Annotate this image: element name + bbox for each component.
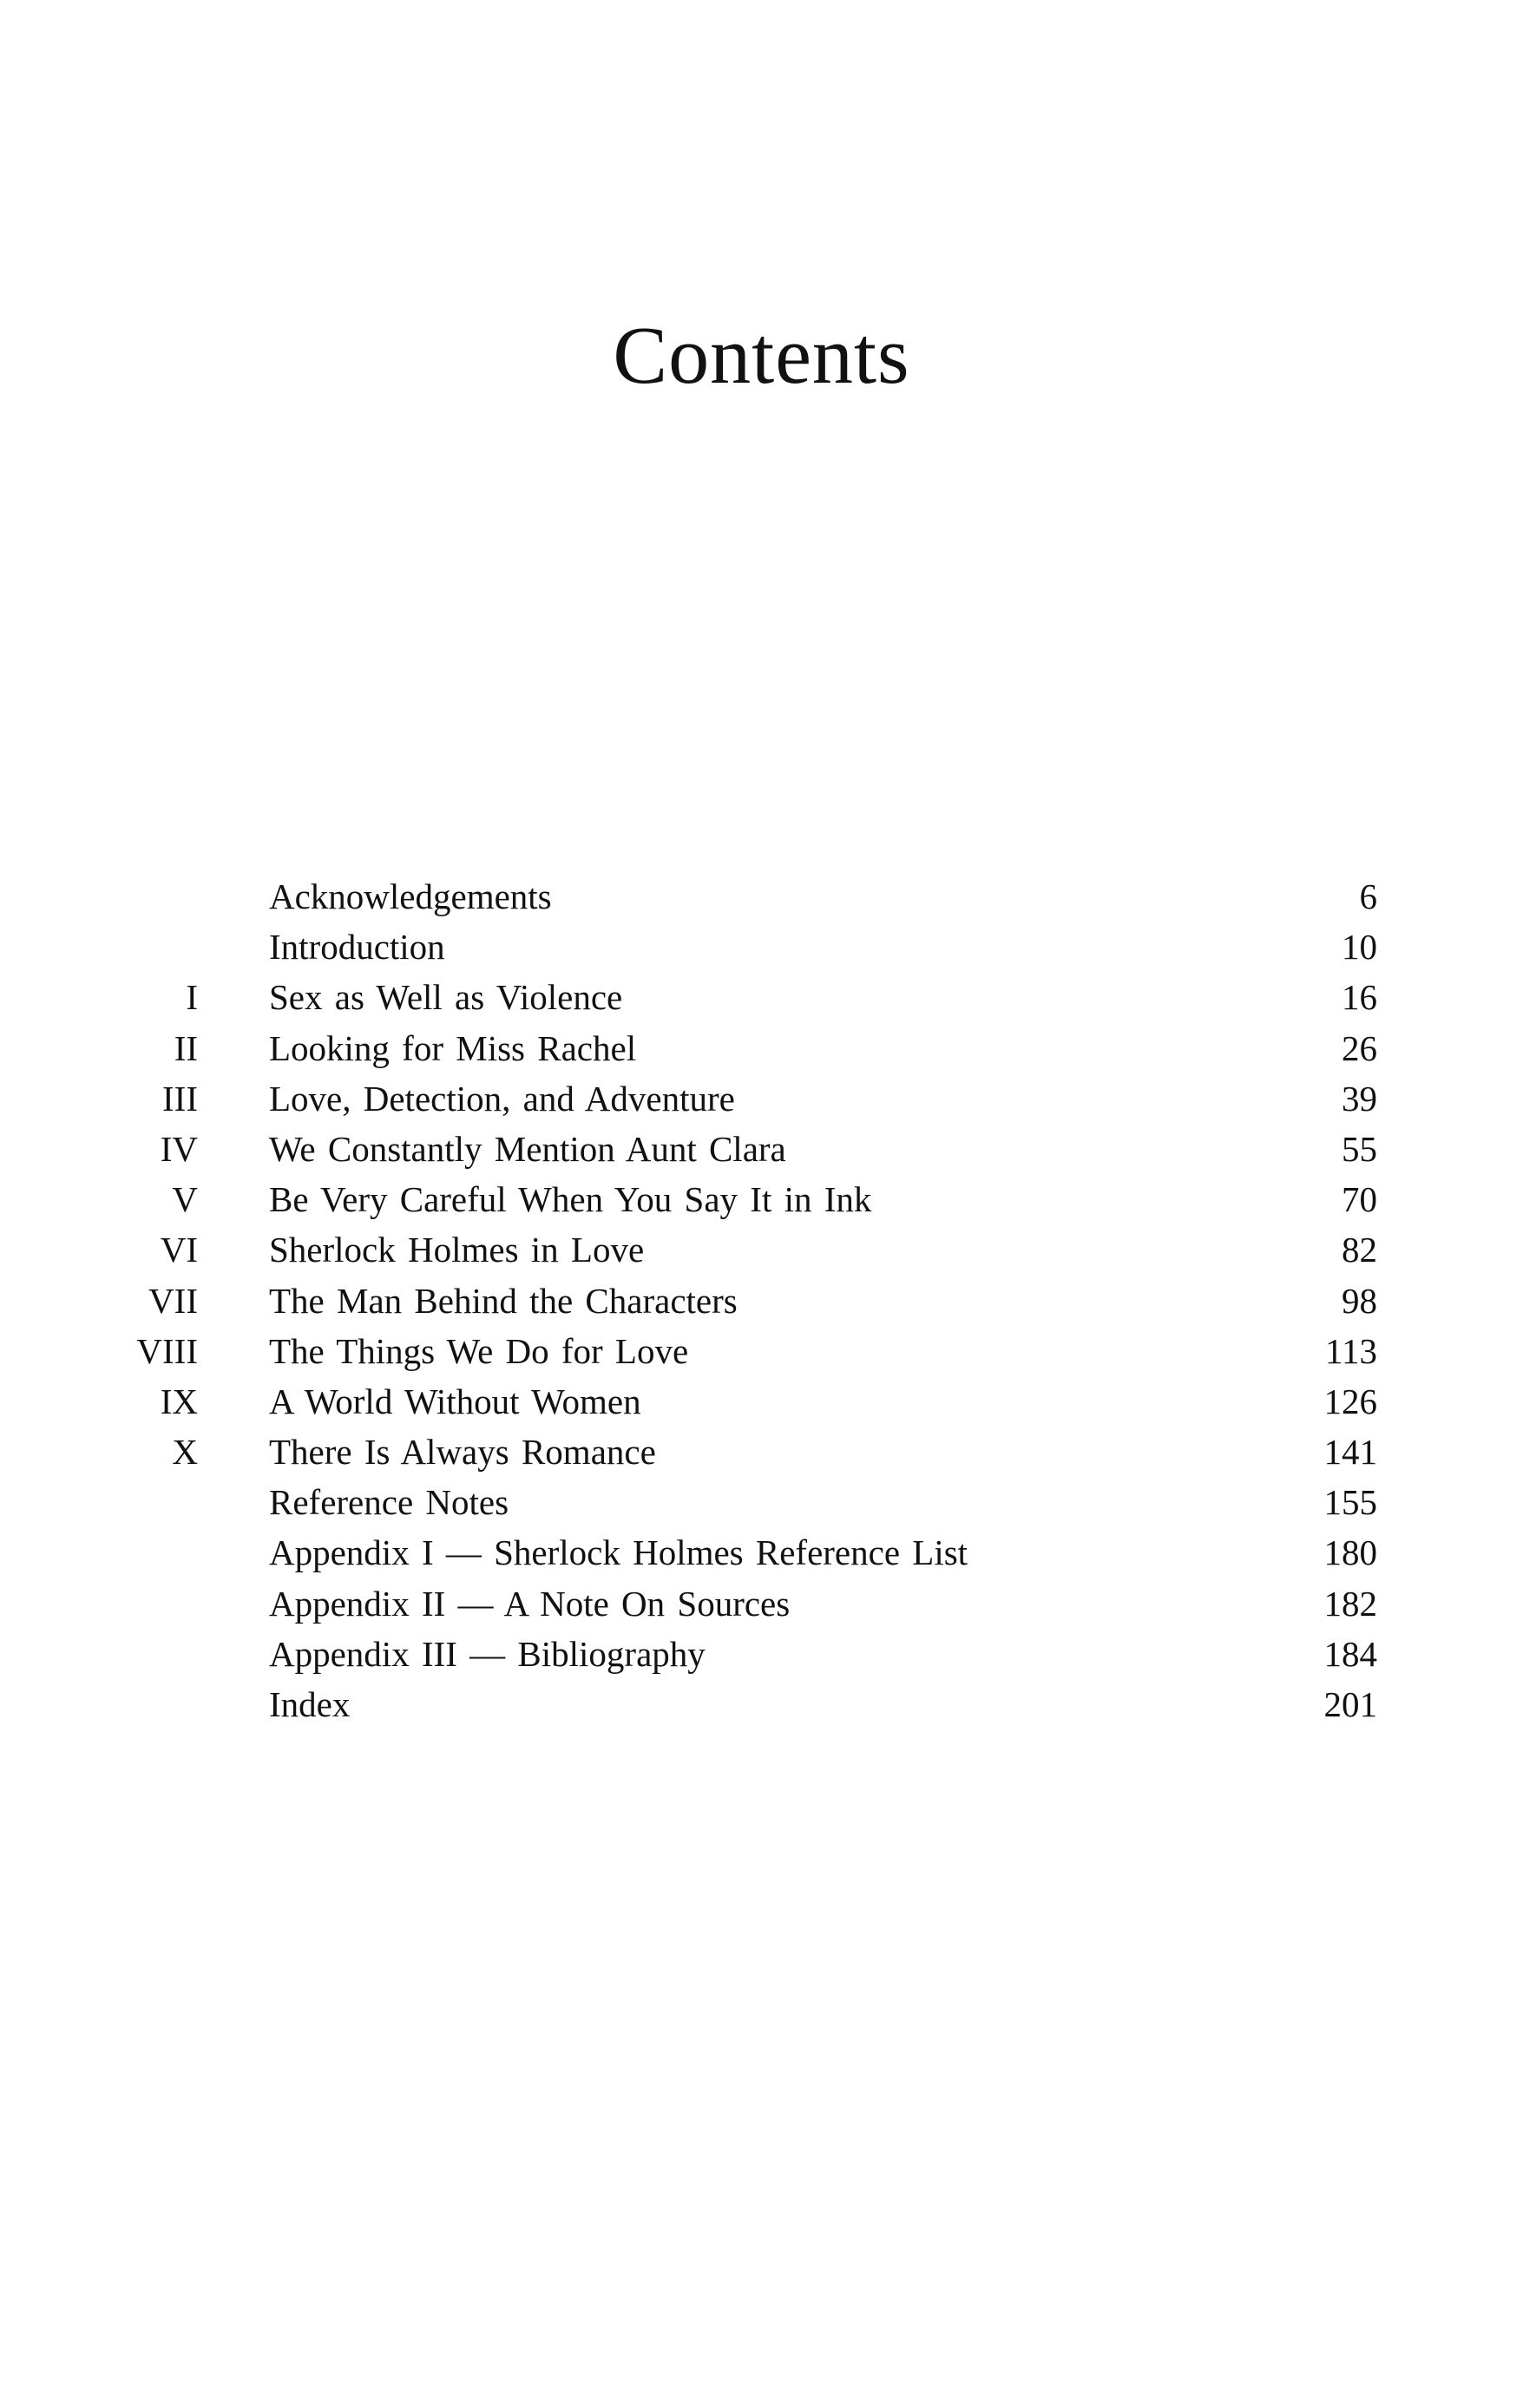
page-number: 98	[1342, 1280, 1377, 1321]
chapter-title: Appendix I — Sherlock Holmes Reference List	[269, 1532, 968, 1573]
chapter-title: The Things We Do for Love	[269, 1330, 689, 1371]
chapter-title: Reference Notes	[269, 1482, 509, 1523]
chapter-title: Appendix III — Bibliography	[269, 1633, 706, 1674]
toc-entry	[0, 1174, 1523, 1224]
page-number: 6	[1359, 876, 1377, 916]
chapter-number: III	[162, 1078, 198, 1119]
page-number: 82	[1342, 1230, 1377, 1270]
chapter-title: We Constantly Mention Aunt Clara	[269, 1128, 786, 1169]
chapter-title: Looking for Miss Rachel	[269, 1027, 637, 1068]
chapter-title: Index	[269, 1684, 351, 1724]
chapter-title: A World Without Women	[269, 1381, 641, 1421]
chapter-number: II	[174, 1027, 198, 1068]
chapter-number: IX	[160, 1381, 198, 1421]
chapter-title: Acknowledgements	[269, 876, 552, 916]
chapter-title: Introduction	[269, 927, 445, 968]
page-number: 70	[1342, 1179, 1377, 1220]
chapter-title: Appendix II — A Note On Sources	[269, 1583, 791, 1624]
chapter-title: Sex as Well as Violence	[269, 977, 623, 1018]
toc-entry	[0, 1629, 1523, 1679]
page-number: 113	[1325, 1330, 1377, 1371]
toc-entry	[0, 922, 1523, 972]
chapter-number: VIII	[136, 1330, 198, 1371]
chapter-title: There Is Always Romance	[269, 1432, 656, 1473]
toc-entry	[0, 1376, 1523, 1427]
toc-entry	[0, 1073, 1523, 1124]
toc-entry	[0, 1124, 1523, 1174]
toc-entry	[0, 1527, 1523, 1578]
chapter-number: V	[172, 1179, 198, 1220]
chapter-title: The Man Behind the Characters	[269, 1280, 738, 1321]
page-number: 10	[1342, 927, 1377, 968]
page-number: 201	[1323, 1684, 1377, 1724]
toc-entry	[0, 871, 1523, 922]
chapter-number: VI	[160, 1230, 198, 1270]
page-number: 184	[1323, 1633, 1377, 1674]
toc-entry	[0, 1326, 1523, 1376]
chapter-number: IV	[160, 1128, 198, 1169]
table-of-contents	[0, 871, 1523, 1729]
page-number: 180	[1323, 1532, 1377, 1573]
toc-entry	[0, 1477, 1523, 1527]
chapter-number: VII	[148, 1280, 198, 1321]
toc-entry	[0, 1276, 1523, 1326]
chapter-title: Love, Detection, and Adventure	[269, 1078, 735, 1119]
chapter-title: Sherlock Holmes in Love	[269, 1230, 645, 1270]
page-number: 141	[1323, 1432, 1377, 1473]
chapter-title: Be Very Careful When You Say It in Ink	[269, 1179, 872, 1220]
page-number: 126	[1323, 1381, 1377, 1421]
page-number: 39	[1342, 1078, 1377, 1119]
toc-entry	[0, 1679, 1523, 1729]
page-number: 26	[1342, 1027, 1377, 1068]
toc-entry	[0, 1023, 1523, 1073]
toc-entry	[0, 1578, 1523, 1629]
toc-entry	[0, 972, 1523, 1022]
page-number: 55	[1342, 1128, 1377, 1169]
page-title: Contents	[613, 311, 910, 401]
chapter-number: I	[186, 977, 198, 1018]
page-number: 182	[1323, 1583, 1377, 1624]
chapter-number: X	[172, 1432, 198, 1473]
toc-entry	[0, 1427, 1523, 1477]
toc-entry	[0, 1224, 1523, 1275]
page-number: 155	[1323, 1482, 1377, 1523]
page-number: 16	[1342, 977, 1377, 1018]
